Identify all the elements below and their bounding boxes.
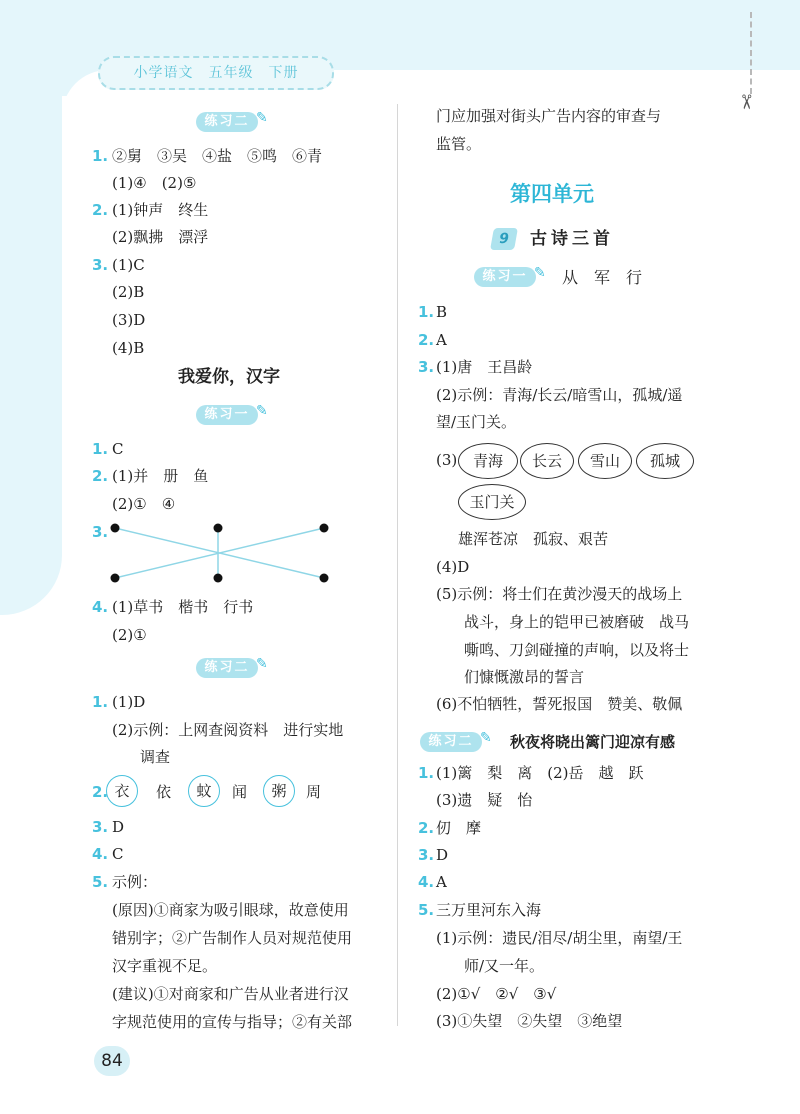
answer-line: (2)① ④ bbox=[112, 495, 176, 513]
unit-title: 第四单元 bbox=[510, 182, 594, 206]
lesson-number: 9 bbox=[490, 228, 518, 250]
answer-line: C bbox=[112, 845, 124, 863]
answer-line: (6)不怕牺牲，誓死报国 赞美、敬佩 bbox=[436, 695, 683, 713]
answer-line: (1)④ (2)⑤ bbox=[112, 174, 197, 192]
match-dot bbox=[111, 524, 120, 533]
left-background bbox=[0, 0, 62, 615]
answer-line: (2)飘拂 漂浮 bbox=[112, 228, 209, 246]
answer-line: 战斗，身上的铠甲已被磨破 战马 bbox=[464, 613, 690, 631]
scissors-icon: ✂ bbox=[734, 93, 759, 111]
answer-line: (1)D bbox=[112, 693, 146, 711]
answer-line: (3)遗 疑 怡 bbox=[436, 791, 533, 809]
question-number: 2. bbox=[92, 783, 109, 801]
answer-line: (3)①失望 ②失望 ③绝望 bbox=[436, 1012, 623, 1030]
question-number: 3. bbox=[92, 523, 109, 541]
poem-title: 从 军 行 bbox=[562, 268, 643, 287]
lesson-title: 古诗三首 bbox=[530, 229, 614, 249]
pencil-icon: ✎ bbox=[256, 110, 268, 126]
question-number: 3. bbox=[92, 818, 109, 836]
badge-exercise-2 bbox=[196, 656, 270, 680]
answer-line: A bbox=[436, 873, 447, 891]
character: 闻 bbox=[232, 783, 248, 801]
answer-line: (2)示例：上网查阅资料 进行实地 bbox=[112, 721, 344, 739]
question-number: 2. bbox=[418, 331, 435, 349]
answer-line: 门应加强对街头广告内容的审查与 bbox=[436, 107, 662, 125]
answer-line: C bbox=[112, 440, 124, 458]
answer-line: 调查 bbox=[140, 748, 171, 766]
oval-answer: 孤城 bbox=[636, 443, 694, 479]
match-dot bbox=[320, 574, 329, 583]
pencil-icon: ✎ bbox=[256, 656, 268, 672]
answer-line: (1)钟声 终生 bbox=[112, 201, 209, 219]
match-dot bbox=[320, 524, 329, 533]
oval-answer: 玉门关 bbox=[458, 484, 526, 520]
answer-line: B bbox=[436, 303, 448, 321]
question-number: 1. bbox=[92, 147, 109, 165]
answer-line: A bbox=[436, 331, 447, 349]
lesson-title: 我爱你，汉字 bbox=[178, 367, 280, 387]
match-dot bbox=[214, 574, 223, 583]
answer-line: (2)B bbox=[112, 283, 145, 301]
header-label: 小学语文 五年级 下册 bbox=[98, 56, 334, 90]
answer-line: 字规范使用的宣传与指导；②有关部 bbox=[112, 1013, 353, 1031]
badge-exercise-1-right bbox=[474, 265, 548, 289]
answer-line: (2)示例：青海/长云/暗雪山，孤城/遥 bbox=[436, 386, 683, 404]
answer-line: (2)①√ ②√ ③√ bbox=[436, 985, 557, 1003]
circled-character: 粥 bbox=[263, 775, 295, 807]
question-number: 4. bbox=[418, 873, 435, 891]
answer-line: (原因)①商家为吸引眼球，故意使用 bbox=[112, 901, 349, 919]
answer-line: 望/玉门关。 bbox=[436, 413, 517, 431]
answer-line: (1)C bbox=[112, 256, 145, 274]
answer-line: (1)篱 梨 离 (2)岳 越 跃 bbox=[436, 764, 644, 782]
answer-line: 汉字重视不足。 bbox=[112, 957, 218, 975]
question-number: 3. bbox=[418, 846, 435, 864]
answer-line: ②舅 ③吴 ④盐 ⑤鸣 ⑥青 bbox=[112, 147, 323, 165]
answer-line: 示例： bbox=[112, 873, 158, 891]
badge-label: 练习二 bbox=[420, 732, 482, 752]
badge-exercise-2-top bbox=[196, 110, 270, 134]
answer-line: 三万里河东入海 bbox=[436, 901, 542, 919]
answer-line: 仞 摩 bbox=[436, 819, 482, 837]
pencil-icon: ✎ bbox=[534, 265, 546, 281]
match-dot bbox=[214, 524, 223, 533]
answer-line: 师/又一年。 bbox=[464, 957, 545, 975]
answer-line: (3)D bbox=[112, 311, 146, 329]
cut-line bbox=[750, 12, 752, 94]
answer-line: 雄浑苍凉 孤寂、艰苦 bbox=[458, 530, 609, 548]
pencil-icon: ✎ bbox=[256, 403, 268, 419]
question-number: 5. bbox=[418, 901, 435, 919]
question-number: 5. bbox=[92, 873, 109, 891]
oval-answer: 雪山 bbox=[578, 443, 632, 479]
answer-line: (2)① bbox=[112, 626, 147, 644]
question-number: 4. bbox=[92, 598, 109, 616]
oval-answer: 长云 bbox=[520, 443, 574, 479]
answer-line: D bbox=[436, 846, 449, 864]
question-number: 2. bbox=[92, 467, 109, 485]
answer-line: (1)并 册 鱼 bbox=[112, 467, 209, 485]
answer-line: (5)示例：将士们在黄沙漫天的战场上 bbox=[436, 585, 683, 603]
answer-line: 监管。 bbox=[436, 135, 482, 153]
answer-line: (4)B bbox=[112, 339, 145, 357]
match-dot bbox=[111, 574, 120, 583]
character: 周 bbox=[306, 783, 322, 801]
answer-line: 错别字；②广告制作人员对规范使用 bbox=[112, 929, 353, 947]
question-number: 2. bbox=[418, 819, 435, 837]
question-number: 3. bbox=[418, 358, 435, 376]
badge-exercise-2-right bbox=[420, 730, 494, 754]
answer-line: (1)草书 楷书 行书 bbox=[112, 598, 254, 616]
answer-line: (建议)①对商家和广告从业者进行汉 bbox=[112, 985, 349, 1003]
badge-label: 练习一 bbox=[474, 267, 536, 287]
circled-character: 蚊 bbox=[188, 775, 220, 807]
answer-line: 嘶鸣、刀剑碰撞的声响，以及将士 bbox=[464, 641, 690, 659]
answer-line: (3) bbox=[436, 451, 458, 469]
matching-diagram bbox=[104, 516, 338, 588]
answer-line: (1)唐 王昌龄 bbox=[436, 358, 533, 376]
oval-answer: 青海 bbox=[458, 443, 518, 479]
question-number: 2. bbox=[92, 201, 109, 219]
character: 依 bbox=[156, 783, 172, 801]
column-divider bbox=[397, 104, 398, 1026]
badge-label: 练习一 bbox=[196, 405, 258, 425]
question-number: 4. bbox=[92, 845, 109, 863]
pencil-icon: ✎ bbox=[480, 730, 492, 746]
question-number: 1. bbox=[92, 440, 109, 458]
circled-character: 衣 bbox=[106, 775, 138, 807]
question-number: 1. bbox=[418, 303, 435, 321]
question-number: 1. bbox=[418, 764, 435, 782]
question-number: 1. bbox=[92, 693, 109, 711]
poem-title: 秋夜将晓出篱门迎凉有感 bbox=[510, 733, 676, 751]
badge-label: 练习二 bbox=[196, 112, 258, 132]
answer-line: (4)D bbox=[436, 558, 470, 576]
badge-exercise-1 bbox=[196, 403, 270, 427]
question-number: 3. bbox=[92, 256, 109, 274]
page-number: 84 bbox=[94, 1046, 130, 1076]
answer-line: 们慷慨激昂的誓言 bbox=[464, 668, 585, 686]
answer-line: D bbox=[112, 818, 125, 836]
answer-line: (1)示例：遗民/泪尽/胡尘里，南望/王 bbox=[436, 929, 683, 947]
badge-label: 练习二 bbox=[196, 658, 258, 678]
